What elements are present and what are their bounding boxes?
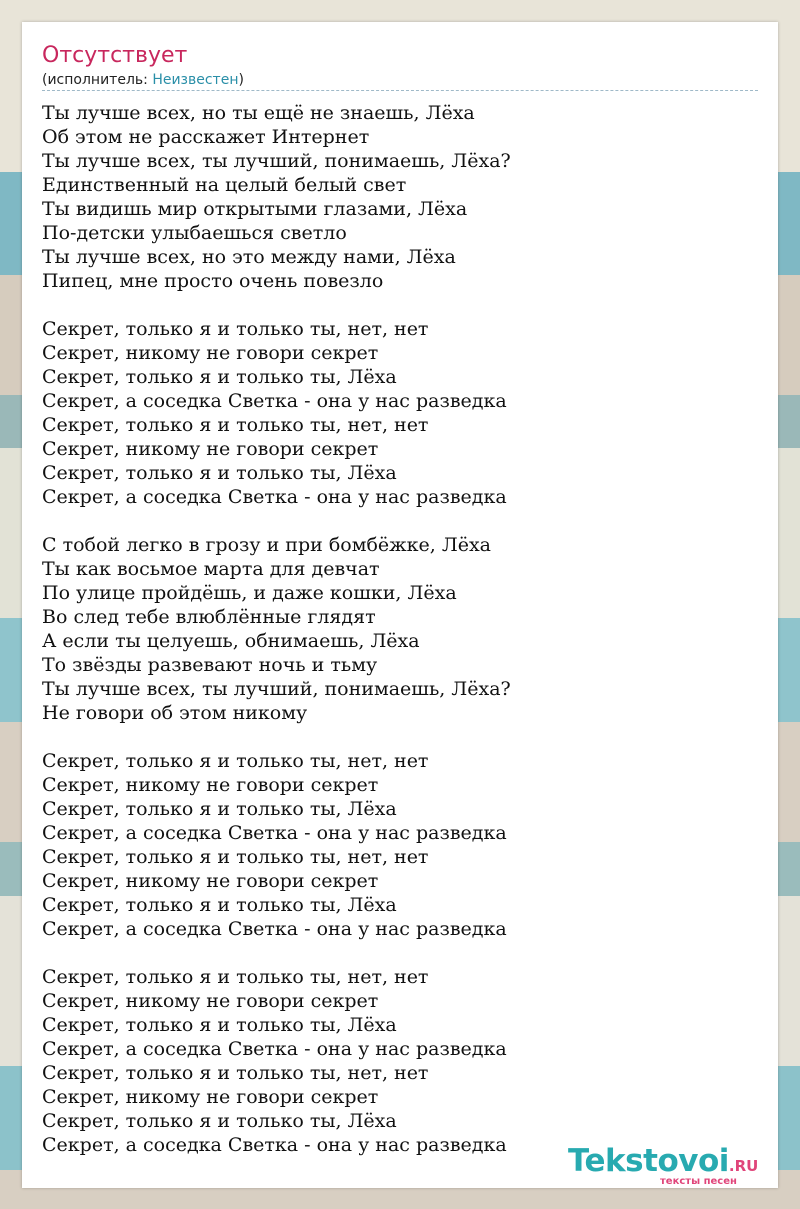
lyric-line: Секрет, только я и только ты, Лёха (42, 462, 397, 484)
logo-tld: .RU (728, 1157, 759, 1175)
lyrics-stanza (42, 749, 758, 941)
lyric-line: Ты лучше всех, но это между нами, Лёха (42, 246, 456, 268)
lyric-line: Ты видишь мир открытыми глазами, Лёха (42, 198, 468, 220)
lyric-line: Секрет, никому не говори секрет (42, 774, 379, 796)
performer-link[interactable]: Неизвестен (152, 72, 239, 88)
lyrics-card (22, 22, 778, 1188)
lyric-line: Секрет, никому не говори секрет (42, 870, 379, 892)
lyric-line: Секрет, только я и только ты, Лёха (42, 894, 397, 916)
lyric-line: По-детски улыбаешься светло (42, 222, 347, 244)
lyrics-stanza (42, 317, 758, 509)
title-divider (42, 90, 758, 91)
lyric-line: Секрет, только я и только ты, нет, нет (42, 846, 429, 868)
lyrics-text (42, 101, 758, 1181)
lyric-line: Секрет, никому не говори секрет (42, 438, 379, 460)
lyric-line: Во след тебе влюблённые глядят (42, 606, 376, 628)
lyric-line: Секрет, а соседка Светка - она у нас разведка (42, 1038, 507, 1060)
lyric-line: Секрет, никому не говори секрет (42, 990, 379, 1012)
lyric-line: Секрет, а соседка Светка - она у нас разведка (42, 822, 507, 844)
lyric-line: Единственный на целый белый свет (42, 174, 407, 196)
lyric-line: Пипец, мне просто очень повезло (42, 270, 384, 292)
lyric-line: Ты как восьмое марта для девчат (42, 558, 380, 580)
lyric-line: Секрет, только я и только ты, Лёха (42, 1110, 397, 1132)
performer-prefix: (исполнитель: (42, 72, 153, 88)
lyric-line: Об этом не расскажет Интернет (42, 126, 370, 148)
lyric-line: Секрет, а соседка Светка - она у нас разведка (42, 486, 507, 508)
lyric-line: Секрет, только я и только ты, нет, нет (42, 750, 429, 772)
lyric-line: По улице пройдёшь, и даже кошки, Лёха (42, 582, 457, 604)
lyric-line: То звёзды развевают ночь и тьму (42, 654, 378, 676)
tekstovoi-logo[interactable] (568, 1142, 778, 1188)
lyric-line: Ты лучше всех, ты лучший, понимаешь, Лёха? (42, 678, 511, 700)
lyric-line: С тобой легко в грозу и при бомбёжке, Лёха (42, 534, 491, 556)
lyric-line: Секрет, а соседка Светка - она у нас разведка (42, 1134, 507, 1156)
lyrics-stanza (42, 965, 758, 1157)
lyric-line: Секрет, только я и только ты, нет, нет (42, 966, 429, 988)
lyric-line: Секрет, а соседка Светка - она у нас разведка (42, 918, 507, 940)
lyric-line: Ты лучше всех, ты лучший, понимаешь, Лёха? (42, 150, 511, 172)
lyric-line: Секрет, только я и только ты, Лёха (42, 366, 397, 388)
lyric-line: Ты лучше всех, но ты ещё не знаешь, Лёха (42, 102, 475, 124)
lyric-line: Секрет, никому не говори секрет (42, 1086, 379, 1108)
lyric-line: Секрет, только я и только ты, нет, нет (42, 1062, 429, 1084)
logo-tagline: тексты песен (660, 1176, 737, 1187)
lyric-line: Секрет, только я и только ты, Лёха (42, 798, 397, 820)
performer-suffix: ) (238, 72, 244, 88)
performer-line (42, 71, 244, 89)
lyric-line: Секрет, только я и только ты, нет, нет (42, 414, 429, 436)
song-title: Отсутствует (42, 43, 188, 68)
lyrics-stanza (42, 533, 758, 725)
lyrics-stanza (42, 101, 758, 293)
lyric-line: А если ты целуешь, обнимаешь, Лёха (42, 630, 420, 652)
lyric-line: Секрет, только я и только ты, Лёха (42, 1014, 397, 1036)
logo-name: Tekstovoi (568, 1143, 729, 1179)
lyric-line: Не говори об этом никому (42, 702, 308, 724)
lyric-line: Секрет, только я и только ты, нет, нет (42, 318, 429, 340)
lyric-line: Секрет, а соседка Светка - она у нас разведка (42, 390, 507, 412)
lyric-line: Секрет, никому не говори секрет (42, 342, 379, 364)
